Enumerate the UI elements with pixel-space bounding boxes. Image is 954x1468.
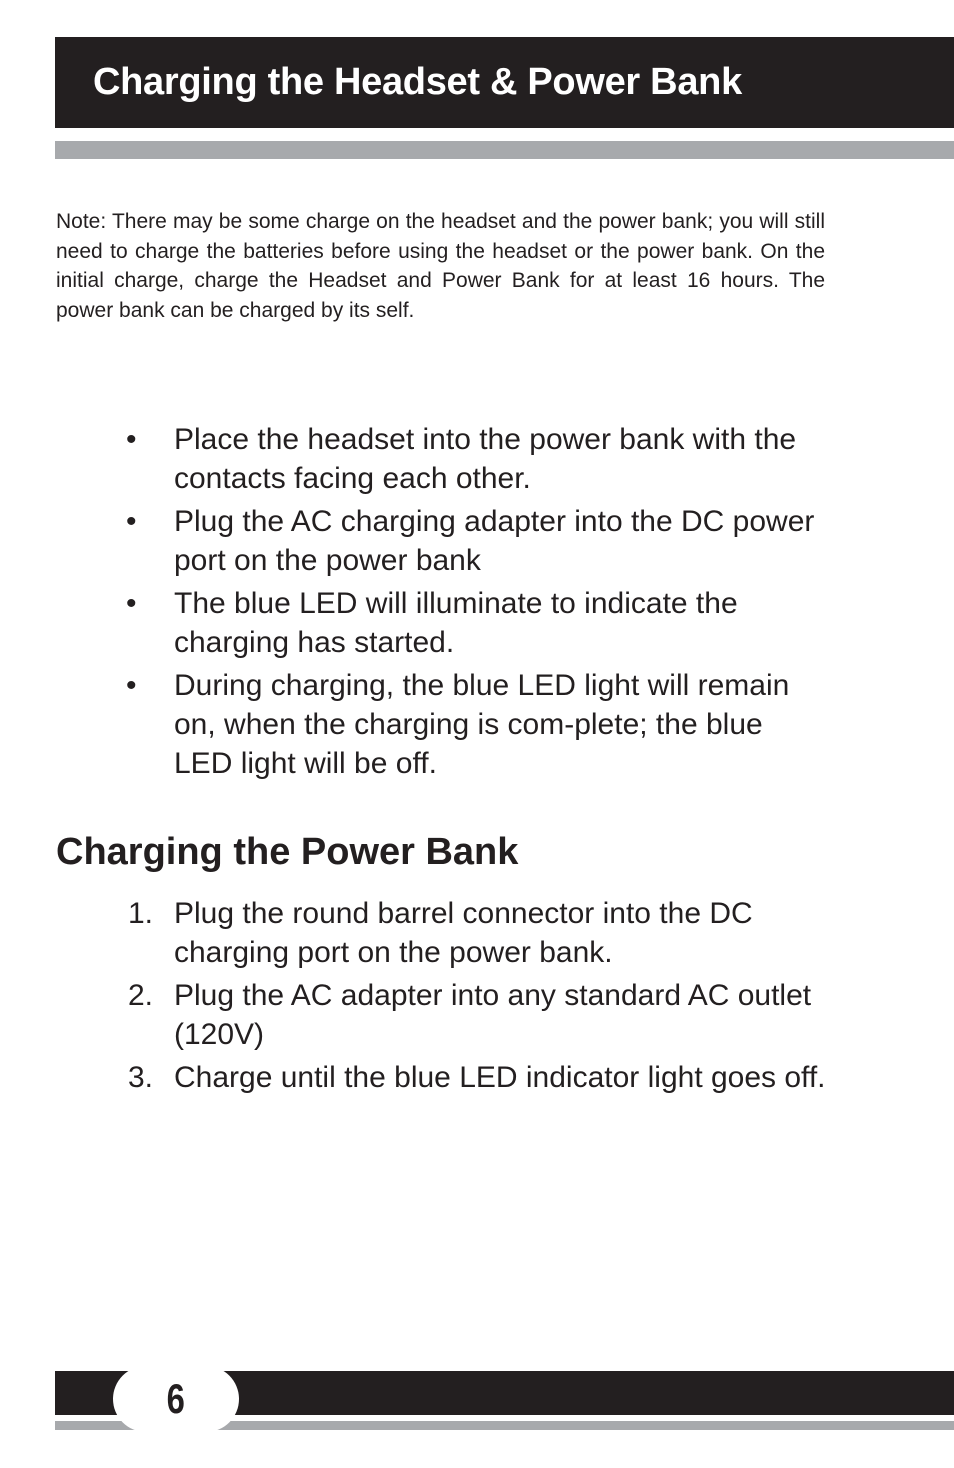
step-text: Charge until the blue LED indicator light goes off.: [174, 1061, 826, 1094]
bullet-marker: •: [126, 587, 137, 620]
power-bank-steps-list: [128, 894, 828, 1101]
bullet-item: [126, 502, 826, 580]
bullet-item: [126, 584, 826, 662]
charging-bullet-list: [126, 420, 826, 787]
step-text: Plug the AC adapter into any standard AC outlet (120V): [174, 979, 812, 1051]
bullet-text: Plug the AC charging adapter into the DC power port on the power bank: [174, 505, 815, 577]
bullet-text: The blue LED will illuminate to indicate the charging has started.: [174, 587, 738, 659]
step-number: 3.: [128, 1061, 154, 1094]
step-number: 2.: [128, 979, 154, 1012]
bullet-marker: •: [126, 423, 137, 456]
header-bar: [55, 37, 954, 128]
bullet-item: [126, 666, 826, 783]
note-paragraph: Note: There may be some charge on the headset and the power bank; you will still need to charge the batteries before using the headset or the power bank. On the initial charge, charge the Headset and Power Bank for at least 16 hours. The power bank can be charged by its self.: [56, 210, 825, 322]
page-number-badge: [113, 1366, 239, 1432]
section-heading: Charging the Power Bank: [56, 831, 519, 873]
step-number: 1.: [128, 897, 154, 930]
bullet-text: Place the headset into the power bank with the contacts facing each other.: [174, 423, 797, 495]
header-divider: [55, 141, 954, 159]
step-item: [128, 894, 828, 972]
step-item: [128, 976, 828, 1054]
bullet-marker: •: [126, 505, 137, 538]
bullet-marker: •: [126, 669, 137, 702]
bullet-text: During charging, the blue LED light will remain on, when the charging is com-plete; the blue LED light will be off.: [174, 669, 790, 780]
page-title: Charging the Headset & Power Bank: [93, 61, 742, 103]
bullet-item: [126, 420, 826, 498]
step-item: [128, 1058, 828, 1097]
step-text: Plug the round barrel connector into the DC charging port on the power bank.: [174, 897, 753, 969]
page-number: 6: [166, 1375, 186, 1422]
